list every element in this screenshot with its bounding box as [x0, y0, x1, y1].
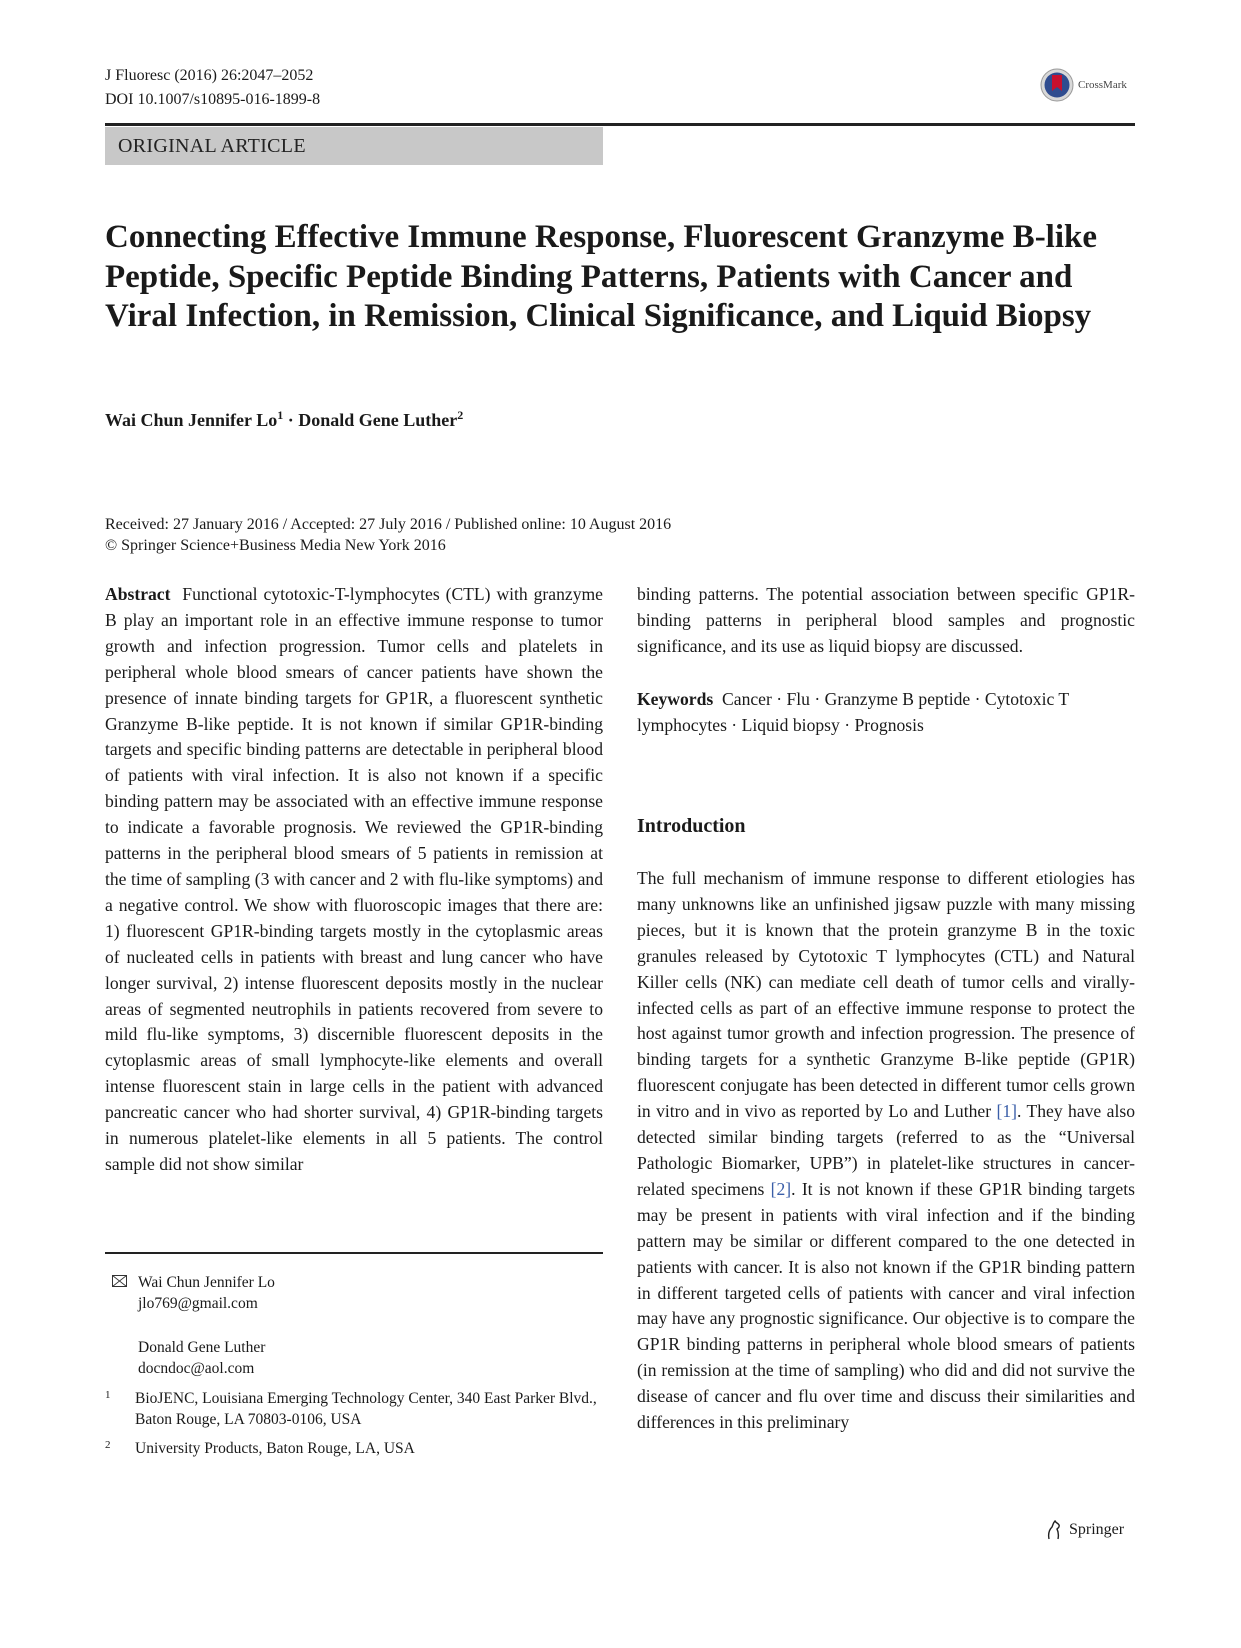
- publisher-logo: [1045, 1520, 1124, 1540]
- keywords-text: Cancer · Flu · Granzyme B peptide · Cytotoxic T lymphocytes · Liquid biopsy · Prognosis: [637, 688, 1069, 735]
- article-title: Connecting Effective Immune Response, Fluorescent Granzyme B-like Peptide, Specific Peptide Binding Patterns, Patients with Cancer and Viral Infection, in Remission, Clinical Significance, and Liquid Biopsy: [105, 219, 1098, 334]
- springer-horse-icon: [1045, 1520, 1063, 1540]
- correspondence-block: [112, 1272, 275, 1379]
- affiliation-text: University Products, Baton Rouge, LA, USA: [135, 1440, 415, 1457]
- intro-part: . They have also detected similar binding targets (referred to as the “Universal Pathologic Biomarker, UPB”) in platelet-like structures in cancer-related specimens: [637, 1101, 1135, 1199]
- intro-part: The full mechanism of immune response to different etiologies has many unknowns like an unfinished jigsaw puzzle with many missing pieces, but it is known that the protein granzyme B in the toxic granules released by Cytotoxic T lymphocytes (CTL) and Natural Killer cells (NK) can mediate cell death of tumor cells and virally-infected cells as part of an effective immune response to protect the host against tumor growth and infection progression. The presence of binding targets for a synthetic Granzyme B-like peptide (GP1R) fluorescent conjugate has been detected in different tumor cells grown in vitro and in vivo as reported by Lo and Luther: [637, 868, 1135, 1122]
- journal-citation: J Fluoresc (2016) 26:2047–2052: [105, 67, 314, 84]
- author-separator: ·: [287, 410, 294, 430]
- history-dates: Received: 27 January 2016 / Accepted: 27 July 2016 / Published online: 10 August 2016: [105, 516, 672, 533]
- affiliation-number: 2: [105, 1439, 111, 1451]
- intro-part: . It is not known if these GP1R binding targets may be present in patients with viral infection and if the binding pattern may be similar or different compared to the one detected in patients with cancer. It is also not known if the GP1R binding pattern in different targeted cells of patients with cancer and viral infection may have any prognostic significance. Our objective is to compare the GP1R binding patterns in peripheral whole blood smears of patients (in remission at the time of sampling) who did and did not survive the disease of cancer and flu over time and discuss their similarities and differences in this preliminary: [637, 1178, 1135, 1433]
- correspondent-name: Donald Gene Luther: [138, 1339, 266, 1356]
- keywords-label: Keywords: [637, 688, 714, 709]
- abstract-label: Abstract: [105, 584, 171, 604]
- author-name[interactable]: Donald Gene Luther: [298, 410, 458, 430]
- envelope-icon: [112, 1272, 138, 1379]
- affiliation-2: [105, 1438, 603, 1459]
- abstract: [105, 582, 603, 1178]
- right-column-top: [637, 582, 1135, 739]
- citation-link[interactable]: [2]: [770, 1178, 792, 1199]
- keywords: [637, 687, 1135, 739]
- publisher-name: Springer: [1069, 1521, 1125, 1538]
- abstract-text: Functional cytotoxic-T-lymphocytes (CTL) with granzyme B play an important role in an effective immune response to tumor growth and infection progression. Tumor cells and platelets in peripheral whole blood smears of cancer patients have shown the presence of innate binding targets for GP1R, a fluorescent synthetic Granzyme B-like peptide. It is not known if similar GP1R-binding targets and specific binding patterns are detectable in peripheral blood of patients with viral infection. It is also not known if a specific binding pattern may be associated with an effective immune response to indicate a favorable prognosis. We reviewed the GP1R-binding patterns in the peripheral blood smears of 5 patients in remission at the time of sampling (3 with cancer and 2 with flu-like symptoms) and a negative control. We show with fluoroscopic images that there are: 1) fluorescent GP1R-binding targets mostly in the cytoplasmic areas of nucleated cells in patients with breast and lung cancer who have longer survival, 2) intense fluorescent deposits mostly in the nuclear areas of segmented neutrophils in patients recovered from severe to mild flu-like symptoms, 3) discernible fluorescent deposits in the cytoplasmic areas of small lymphocyte-like elements and overall intense fluorescent stain in large cells in the patient with advanced pancreatic cancer who had shorter survival, 4) GP1R-binding targets in numerous platelet-like elements in all 5 patients. The control sample did not show similar: [105, 584, 603, 1174]
- affiliation-1: [105, 1388, 603, 1430]
- doi[interactable]: DOI 10.1007/s10895-016-1899-8: [105, 91, 321, 108]
- crossmark-badge[interactable]: [1040, 68, 1127, 102]
- introduction-heading: Introduction: [637, 815, 746, 837]
- correspondent-email[interactable]: docndoc@aol.com: [138, 1360, 255, 1377]
- affiliation-text: BioJENC, Louisiana Emerging Technology Center, 340 East Parker Blvd., Baton Rouge, LA 70803-0106, USA: [135, 1390, 597, 1428]
- citation-link[interactable]: [1]: [996, 1101, 1017, 1122]
- author-line: [105, 408, 463, 431]
- author-name[interactable]: Wai Chun Jennifer Lo: [105, 410, 278, 430]
- abstract-continued: binding patterns. The potential association between specific GP1R-binding patterns in peripheral blood samples and prognostic significance, and its use as liquid biopsy are discussed.: [637, 584, 1135, 656]
- crossmark-label: CrossMark: [1078, 79, 1127, 91]
- affiliation-marker: 2: [457, 408, 464, 422]
- crossmark-icon: [1040, 68, 1074, 102]
- journal-info: [105, 64, 320, 112]
- affiliation-number: 1: [105, 1389, 111, 1401]
- abstract-column: [105, 582, 603, 1178]
- publication-dates: [105, 514, 671, 556]
- footnote-rule: [105, 1252, 603, 1254]
- affiliation-marker: 1: [277, 408, 284, 422]
- copyright-notice: © Springer Science+Business Media New York 2016: [105, 537, 446, 554]
- introduction-text: [637, 866, 1135, 1436]
- header-rule: [105, 123, 1135, 126]
- correspondent-email[interactable]: jlo769@gmail.com: [138, 1295, 258, 1312]
- correspondent-name: Wai Chun Jennifer Lo: [138, 1274, 275, 1291]
- article-type-banner: ORIGINAL ARTICLE: [105, 127, 603, 165]
